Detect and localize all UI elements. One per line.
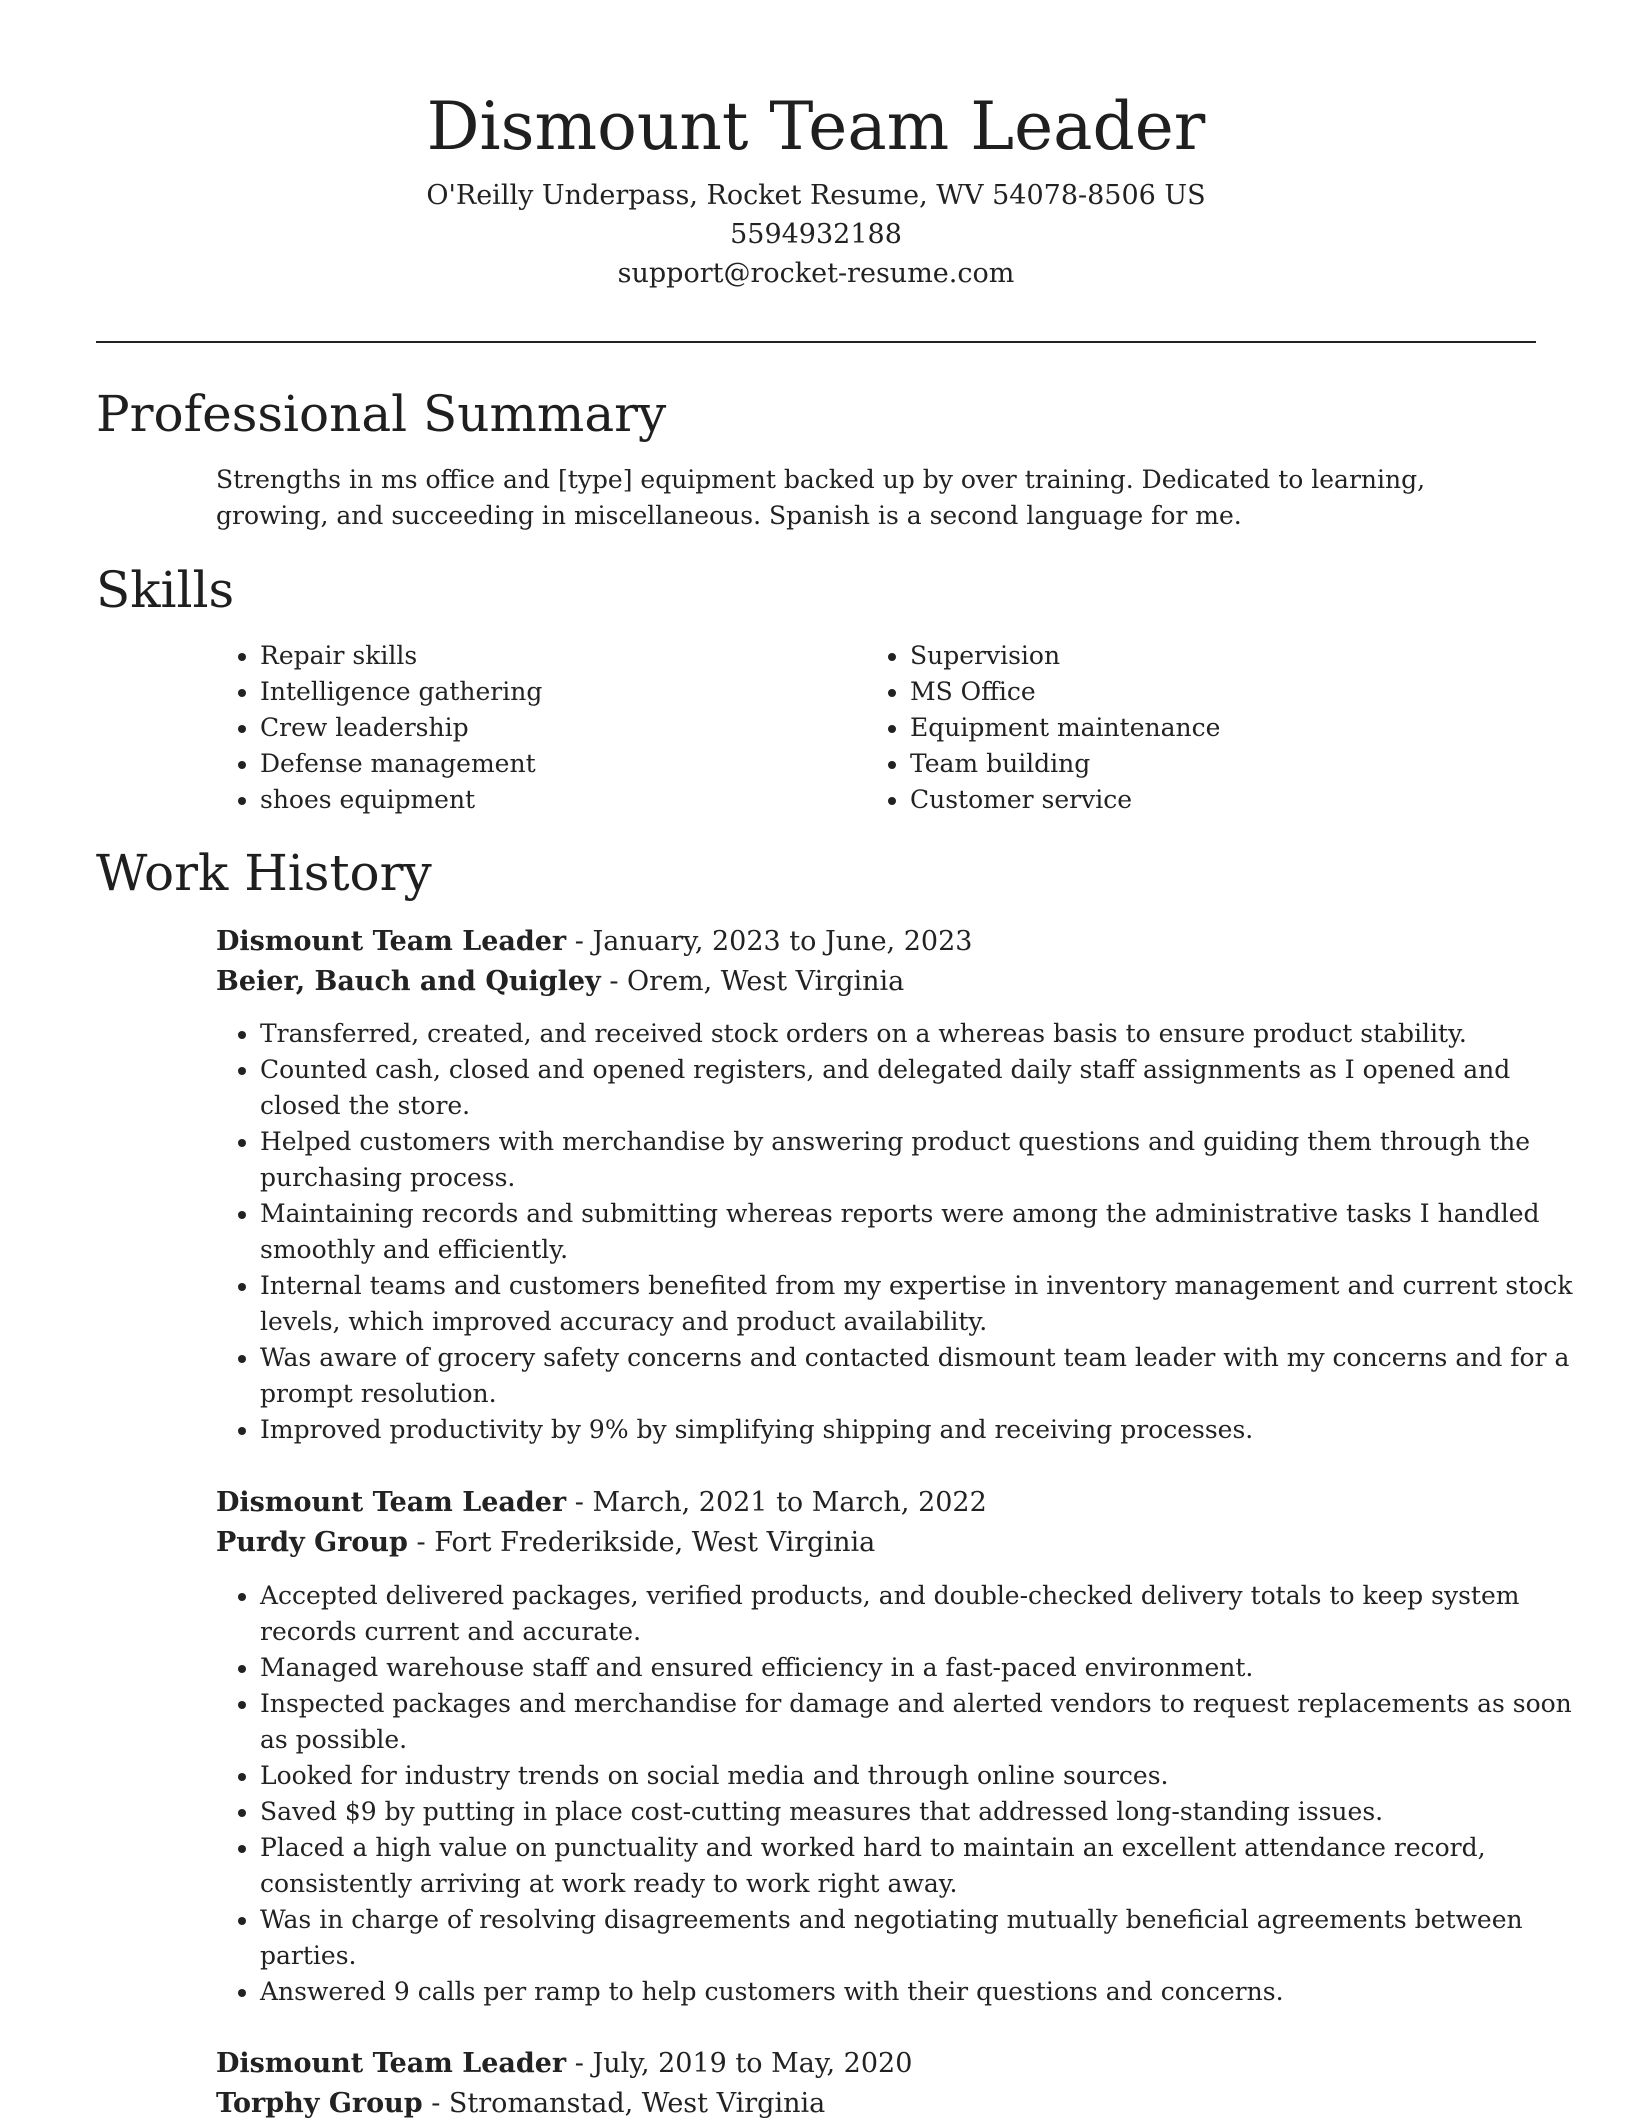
company-line	[216, 962, 904, 1002]
section-title-work-history: Work History	[96, 844, 432, 902]
candidate-name: Dismount Team Leader	[426, 88, 1206, 165]
skill-item: • Supervision	[910, 638, 1510, 674]
job-bullets	[216, 1578, 1580, 2010]
job-dates: - March, 2021 to March, 2022	[566, 1487, 987, 1518]
job-dates: - January, 2023 to June, 2023	[566, 926, 973, 957]
section-title-summary: Professional Summary	[96, 385, 667, 443]
skill-item: • Repair skills	[260, 638, 820, 674]
job-dates: - July, 2019 to May, 2020	[566, 2048, 913, 2079]
skill-item: • Intelligence gathering	[260, 674, 820, 710]
skill-item: • Defense management	[260, 746, 820, 782]
address: O'Reilly Underpass, Rocket Resume, WV 54078-8506 US	[426, 180, 1206, 211]
header-divider	[96, 341, 1536, 343]
job-bullet: • Was in charge of resolving disagreements and negotiating mutually beneficial agreements between parties.	[260, 1902, 1580, 1974]
job-bullet: • Placed a high value on punctuality and worked hard to maintain an excellent attendance record, consistently arriving at work ready to work right away.	[260, 1830, 1580, 1902]
job-bullet: • Internal teams and customers benefited from my expertise in inventory management and current stock levels, which improved accuracy and product availability.	[260, 1268, 1580, 1340]
company-line	[216, 2084, 825, 2124]
email: support@rocket-resume.com	[617, 258, 1015, 289]
skills-list-right	[866, 638, 1510, 818]
job-bullet: • Improved productivity by 9% by simplifying shipping and receiving processes.	[260, 1412, 1580, 1448]
job-role: Dismount Team Leader	[216, 926, 567, 957]
summary-text: Strengths in ms office and [type] equipment backed up by over training. Dedicated to learning, growing, and succeeding in miscellaneous. Spanish is a second language for me.	[216, 465, 1426, 530]
job-title-line	[216, 1483, 987, 1523]
job-bullet: • Transferred, created, and received stock orders on a whereas basis to ensure product stability.	[260, 1016, 1580, 1052]
job-bullet: • Maintaining records and submitting whereas reports were among the administrative tasks I handled smoothly and efficiently.	[260, 1196, 1580, 1268]
company-name: Torphy Group	[216, 2088, 423, 2119]
job-bullets	[216, 1016, 1580, 1448]
section-title-skills: Skills	[96, 561, 235, 619]
job-title-line	[216, 2044, 912, 2084]
job-bullet: • Was aware of grocery safety concerns and contacted dismount team leader with my concerns and for a prompt resolution.	[260, 1340, 1580, 1412]
skill-item: • shoes equipment	[260, 782, 820, 818]
company-line	[216, 1523, 875, 1563]
company-location: - Fort Frederikside, West Virginia	[407, 1527, 876, 1558]
company-name: Purdy Group	[216, 1527, 408, 1558]
company-location: - Stromanstad, West Virginia	[422, 2088, 826, 2119]
job-bullet: • Answered 9 calls per ramp to help customers with their questions and concerns.	[260, 1974, 1580, 2010]
job-bullet: • Accepted delivered packages, verified products, and double-checked delivery totals to keep system records current and accurate.	[260, 1578, 1580, 1650]
job-bullet: • Managed warehouse staff and ensured efficiency in a fast-paced environment.	[260, 1650, 1580, 1686]
job-bullet: • Counted cash, closed and opened registers, and delegated daily staff assignments as I opened and closed the store.	[260, 1052, 1580, 1124]
job-bullet: • Helped customers with merchandise by answering product questions and guiding them through the purchasing process.	[260, 1124, 1580, 1196]
job-role: Dismount Team Leader	[216, 1487, 567, 1518]
skills-list-left	[216, 638, 820, 818]
skill-item: • Equipment maintenance	[910, 710, 1510, 746]
skill-item: • MS Office	[910, 674, 1510, 710]
resume-header	[96, 82, 1536, 293]
company-name: Beier, Bauch and Quigley	[216, 966, 601, 997]
job-bullet: • Inspected packages and merchandise for damage and alerted vendors to request replacements as soon as possible.	[260, 1686, 1580, 1758]
skill-item: • Crew leadership	[260, 710, 820, 746]
skill-item: • Team building	[910, 746, 1510, 782]
job-role: Dismount Team Leader	[216, 2048, 567, 2079]
company-location: - Orem, West Virginia	[600, 966, 905, 997]
job-bullet: • Saved $9 by putting in place cost-cutting measures that addressed long-standing issues.	[260, 1794, 1580, 1830]
job-title-line	[216, 922, 972, 962]
job-bullet: • Looked for industry trends on social media and through online sources.	[260, 1758, 1580, 1794]
phone: 5594932188	[730, 219, 902, 250]
skill-item: • Customer service	[910, 782, 1510, 818]
